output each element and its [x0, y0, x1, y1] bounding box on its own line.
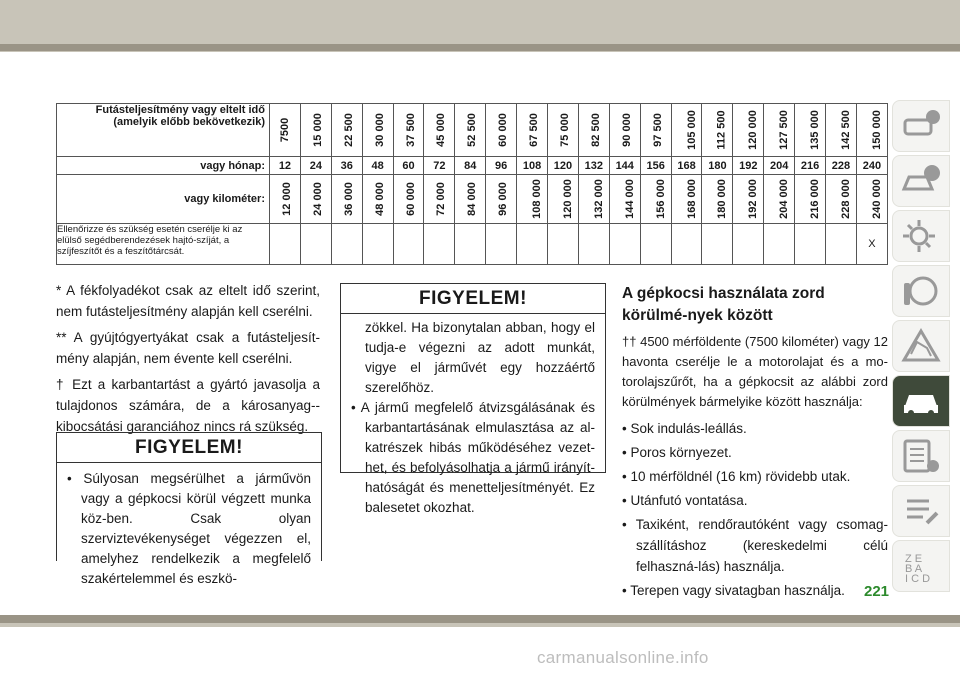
months-cell: 60 [393, 157, 424, 175]
km-row [57, 175, 888, 224]
check-cell [331, 224, 362, 265]
warning-title: FIGYELEM! [341, 284, 605, 314]
mileage-cell: 45 000 [424, 104, 455, 157]
footer-bar [0, 615, 960, 623]
mileage-row [57, 104, 888, 157]
check-cell [702, 224, 733, 265]
months-cell: 144 [609, 157, 640, 175]
mileage-cell: 112 500 [702, 104, 733, 157]
warning-title: FIGYELEM! [57, 433, 321, 463]
list-item: • Sok indulás-leállás. [622, 421, 747, 436]
severe-conditions-intro: †† 4500 mérföldente (7500 kilométer) vagy 12 havonta cserélje le a motorolajat és a mo-torolajszűrőt, ha a gépkocsit az alábbi zord körülmények bármelyike között használja: [622, 334, 888, 409]
mileage-cell: 90 000 [609, 104, 640, 157]
warning-continued-text: zökkel. Ha bizonytalan abban, hogy el tudja-e végezni az adott munkát, vigye el járművét egy hozzáértő szerelőhöz. [365, 320, 595, 395]
km-cell: 228 000 [826, 175, 857, 224]
index-icon[interactable] [892, 540, 950, 592]
page-number: 221 [864, 583, 890, 600]
km-cell: 204 000 [764, 175, 795, 224]
mileage-cell: 75 000 [548, 104, 579, 157]
mileage-cell: 67 500 [517, 104, 548, 157]
warning-text: • Súlyosan megsérülhet a járművön vagy a gépkocsi körül végzett munka köz-ben. Csak olyan szerviztevékenységet végezzen el, amelyhez rendelkezik a megfelelő szakértelemmel és eszkö- [67, 471, 311, 586]
mileage-cell: 127 500 [764, 104, 795, 157]
list-item: • Poros környezet. [622, 445, 732, 460]
check-label: Ellenőrizze és szükség esetén cserélje ki az elülső segédberendezések hajtó-szíját, a szíjfeszítőt és a feszítőtárcsát. [57, 224, 270, 265]
km-cell: 72 000 [424, 175, 455, 224]
km-cell: 132 000 [578, 175, 609, 224]
mileage-cell: 15 000 [300, 104, 331, 157]
mileage-cell: 120 000 [733, 104, 764, 157]
months-cell: 216 [795, 157, 826, 175]
months-cell: 156 [640, 157, 671, 175]
months-cell: 180 [702, 157, 733, 175]
months-cell: 192 [733, 157, 764, 175]
km-cell: 168 000 [671, 175, 702, 224]
months-cell: 228 [826, 157, 857, 175]
km-cell: 240 000 [856, 175, 887, 224]
header-bar [0, 0, 960, 52]
check-cell [270, 224, 301, 265]
check-cell [393, 224, 424, 265]
check-cell [733, 224, 764, 265]
check-cell [826, 224, 857, 265]
check-cell [424, 224, 455, 265]
km-cell: 192 000 [733, 175, 764, 224]
mileage-cell: 82 500 [578, 104, 609, 157]
km-label: vagy kilométer: [57, 175, 270, 224]
months-row [57, 157, 888, 175]
check-cell [578, 224, 609, 265]
section-heading: A gépkocsi használata zord körülmé-nyek között [622, 285, 825, 324]
mileage-label: Futásteljesítmény vagy eltelt idő (amelyik előbb bekövetkezik) [57, 104, 270, 157]
months-cell: 72 [424, 157, 455, 175]
settings-list-icon[interactable] [892, 485, 950, 537]
months-cell: 108 [517, 157, 548, 175]
months-label: vagy hónap: [57, 157, 270, 175]
check-cell [362, 224, 393, 265]
months-cell: 204 [764, 157, 795, 175]
chapter-tabs [892, 100, 950, 595]
months-cell: 168 [671, 157, 702, 175]
km-cell: 144 000 [609, 175, 640, 224]
km-cell: 120 000 [548, 175, 579, 224]
months-cell: 24 [300, 157, 331, 175]
list-item: • Terepen vagy sivatagban használja. [622, 583, 845, 598]
months-cell: 132 [578, 157, 609, 175]
check-cell [300, 224, 331, 265]
km-cell: 84 000 [455, 175, 486, 224]
check-cell [486, 224, 517, 265]
lights-icon[interactable] [892, 210, 950, 262]
warning-box-middle [340, 283, 606, 515]
mileage-cell: 52 500 [455, 104, 486, 157]
km-cell: 108 000 [517, 175, 548, 224]
mileage-cell: 7500 [270, 104, 301, 157]
check-cell [517, 224, 548, 265]
km-cell: 96 000 [486, 175, 517, 224]
months-cell: 36 [331, 157, 362, 175]
svg-text:I C D: I C D [905, 573, 931, 584]
check-row [57, 224, 888, 265]
km-cell: 36 000 [331, 175, 362, 224]
check-cell [548, 224, 579, 265]
checklist-icon[interactable] [892, 430, 950, 482]
hazard-icon[interactable] [892, 320, 950, 372]
footnote-manufacturer: † Ezt a karbantartást a gyártó javasolja a tulajdonos számára, de a károsanyag--kibocsátási garanciához nincs rá szükség. [56, 377, 320, 434]
check-cell [640, 224, 671, 265]
months-cell: 240 [856, 157, 887, 175]
warning-car-icon[interactable] [892, 155, 950, 207]
mileage-cell: 22 500 [331, 104, 362, 157]
mileage-cell: 142 500 [826, 104, 857, 157]
left-column [56, 280, 320, 442]
mileage-cell: 150 000 [856, 104, 887, 157]
km-cell: 216 000 [795, 175, 826, 224]
car-service-icon[interactable] [892, 375, 950, 427]
mileage-cell: 135 000 [795, 104, 826, 157]
months-cell: 96 [486, 157, 517, 175]
check-cell [609, 224, 640, 265]
list-item: • 10 mérföldnél (16 km) rövidebb utak. [622, 469, 851, 484]
months-cell: 84 [455, 157, 486, 175]
car-info-icon[interactable] [892, 100, 950, 152]
warning-box-left [56, 432, 322, 586]
list-item: • Taxiként, rendőrautóként vagy csomag-szállításhoz (kereskedelmi célú felhaszná-lás) használja. [622, 517, 888, 574]
months-cell: 12 [270, 157, 301, 175]
km-cell: 48 000 [362, 175, 393, 224]
km-cell: 180 000 [702, 175, 733, 224]
footer-bar-light [0, 623, 960, 627]
check-cell [671, 224, 702, 265]
months-cell: 120 [548, 157, 579, 175]
list-item: • Utánfutó vontatása. [622, 493, 748, 508]
watermark: carmanualsonline.info [537, 648, 709, 667]
svg-text:Z E: Z E [905, 553, 923, 565]
right-column [622, 283, 888, 606]
check-cell [764, 224, 795, 265]
check-cell [795, 224, 826, 265]
mileage-cell: 105 000 [671, 104, 702, 157]
mileage-cell: 97 500 [640, 104, 671, 157]
months-cell: 48 [362, 157, 393, 175]
km-cell: 156 000 [640, 175, 671, 224]
km-cell: 12 000 [270, 175, 301, 224]
mileage-cell: 60 000 [486, 104, 517, 157]
footnote-brake-fluid: * A fékfolyadékot csak az eltelt idő szerint, nem futásteljesítmény alapján kell cserélni. [56, 283, 320, 319]
check-cell: X [856, 224, 887, 265]
km-cell: 60 000 [393, 175, 424, 224]
check-cell [455, 224, 486, 265]
km-cell: 24 000 [300, 175, 331, 224]
maintenance-table [56, 103, 888, 265]
svg-text:B A: B A [905, 563, 923, 575]
footnote-spark-plugs: ** A gyújtógyertyákat csak a futásteljesít-mény alapján, nem évente kell cserélni. [56, 330, 320, 366]
mileage-cell: 37 500 [393, 104, 424, 157]
mileage-cell: 30 000 [362, 104, 393, 157]
warning-bullet-text: • A jármű megfelelő átvizsgálásának és karbantartásának elmulasztása az al-katrészek hibás működéséhez vezet-het, és befolyásolhatja a jármű irányít-hatóságát és menetteljesítményét. Ez balesetet okozhat. [351, 400, 595, 515]
dashboard-icon[interactable] [892, 265, 950, 317]
